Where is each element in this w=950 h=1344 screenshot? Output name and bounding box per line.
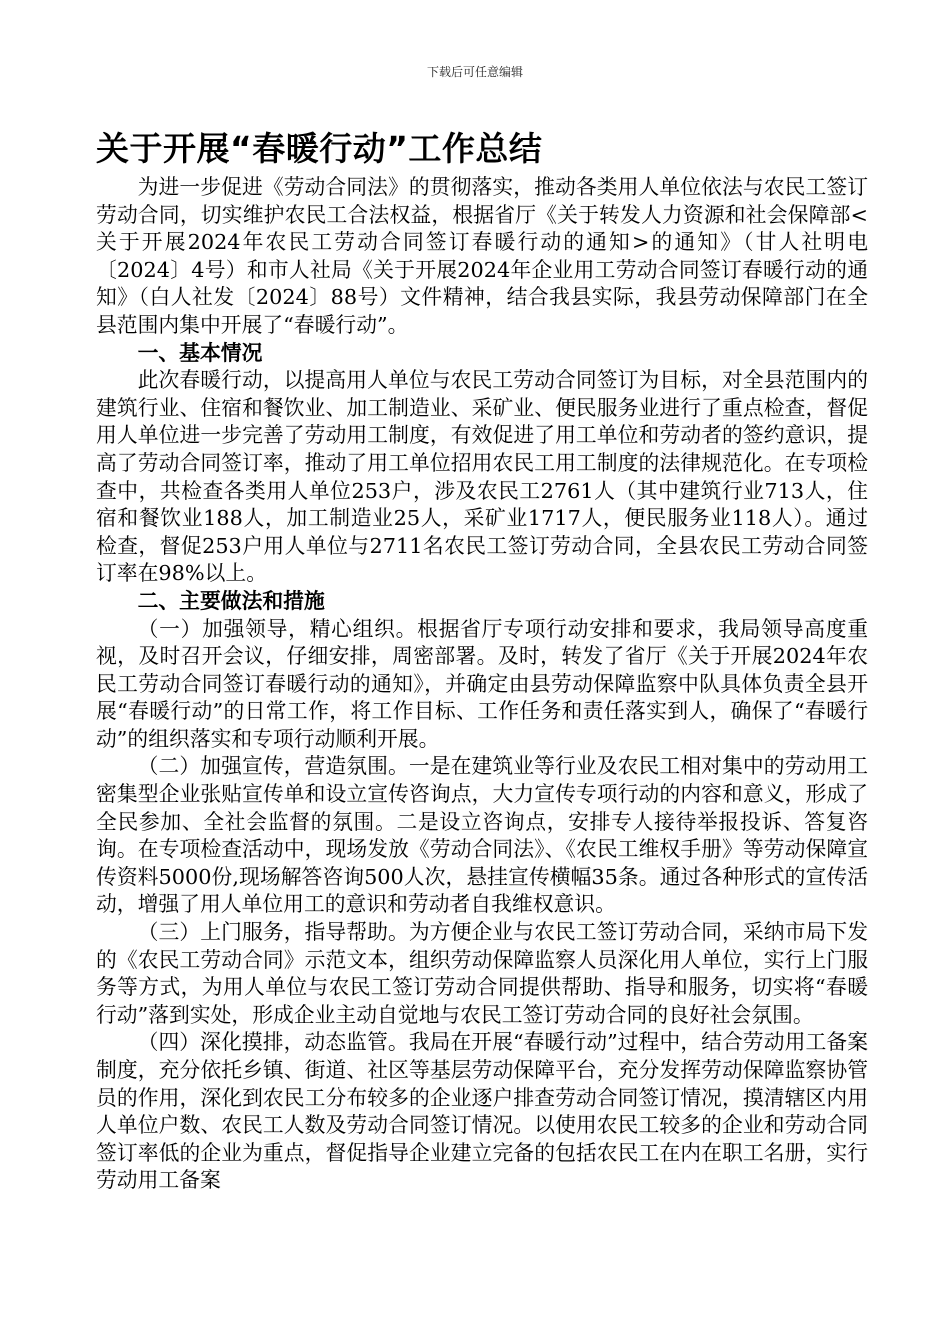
measure-paragraph-4: （四）深化摸排，动态监管。我局在开展“春暖行动”过程中，结合劳动用工备案制度，充分依托乡镇、街道、社区等基层劳动保障平台，充分发挥劳动保障监察协管员的作用，深化到农民工分布较多的企业逐户排查劳动合同签订情况，摸清辖区内用人单位户数、农民工人数及劳动合同签订情况。以使用农民工较多的企业和劳动合同签订率低的企业为重点，督促指导企业建立完备的包括农民工在内在职工名册，实行劳动用工备案 [96, 1030, 868, 1193]
document-body [96, 174, 868, 1195]
measure-paragraph-3: （三）上门服务，指导帮助。为方便企业与农民工签订劳动合同，采纳市局下发的《农民工劳动合同》示范文本，组织劳动保障监察人员深化用人单位，实行上门服务等方式，为用人单位与农民工签订劳动合同提供帮助、指导和服务，切实将“春暖行动”落到实处，形成企业主动自觉地与农民工签订劳动合同的良好社会氛围。 [96, 920, 868, 1027]
measure-paragraph-1: （一）加强领导，精心组织。根据省厅专项行动安排和要求，我局领导高度重视，及时召开会议，仔细安排，周密部署。及时，转发了省厅《关于开展2024年农民工劳动合同签订春暖行动的通知》，并确定由县劳动保障监察中队具体负责全县开展“春暖行动”的日常工作，将工作目标、工作任务和责任落实到人，确保了“春暖行动”的组织落实和专项行动顺利开展。 [96, 616, 868, 751]
page-header-note: 下载后可任意编辑 [426, 65, 523, 79]
measure-paragraph-2: （二）加强宣传，营造氛围。一是在建筑业等行业及农民工相对集中的劳动用工密集型企业张贴宣传单和设立宣传咨询点，大力宣传专项行动的内容和意义，形成了全民参加、全社会监督的氛围。二是设立咨询点，安排专人接待举报投诉、答复咨询。在专项检查活动中，现场发放《劳动合同法》、《农民工维权手册》等劳动保障宣传资料5000份,现场解答咨询500人次，悬挂宣传横幅35条。通过各种形式的宣传活动，增强了用人单位用工的意识和劳动者自我维权意识。 [96, 754, 868, 917]
section-heading-basic-situation: 一、基本情况 [137, 340, 263, 365]
document-title: 关于开展“春暖行动”工作总结 [96, 129, 543, 168]
intro-paragraph: 为进一步促进《劳动合同法》的贯彻落实，推动各类用人单位依法与农民工签订劳动合同，切实维护农民工合法权益，根据省厅《关于转发人力资源和社会保障部<关于开展2024年农民工劳动合同签订春暖行动的通知>的通知》（甘人社明电〔2024〕4号）和市人社局《关于开展2024年企业用工劳动合同签订春暖行动的通知》（白人社发〔2024〕88号）文件精神，结合我县实际，我县劳动保障部门在全县范围内集中开展了“春暖行动”。 [96, 175, 868, 337]
section-heading-main-measures: 二、主要做法和措施 [137, 588, 325, 613]
basic-situation-paragraph: 此次春暖行动，以提高用人单位与农民工劳动合同签订为目标，对全县范围内的建筑行业、住宿和餐饮业、加工制造业、采矿业、便民服务业进行了重点检查，督促用人单位进一步完善了劳动用工制度，有效促进了用工单位和劳动者的签约意识，提高了劳动合同签订率，推动了用工单位招用农民工用工制度的法律规范化。在专项检查中，共检查各类用人单位253户，涉及农民工2761人（其中建筑行业713人，住宿和餐饮业188人，加工制造业25人，采矿业1717人，便民服务业118人）。通过检查，督促253户用人单位与2711名农民工签订劳动合同，全县农民工劳动合同签订率在98%以上。 [96, 368, 868, 586]
